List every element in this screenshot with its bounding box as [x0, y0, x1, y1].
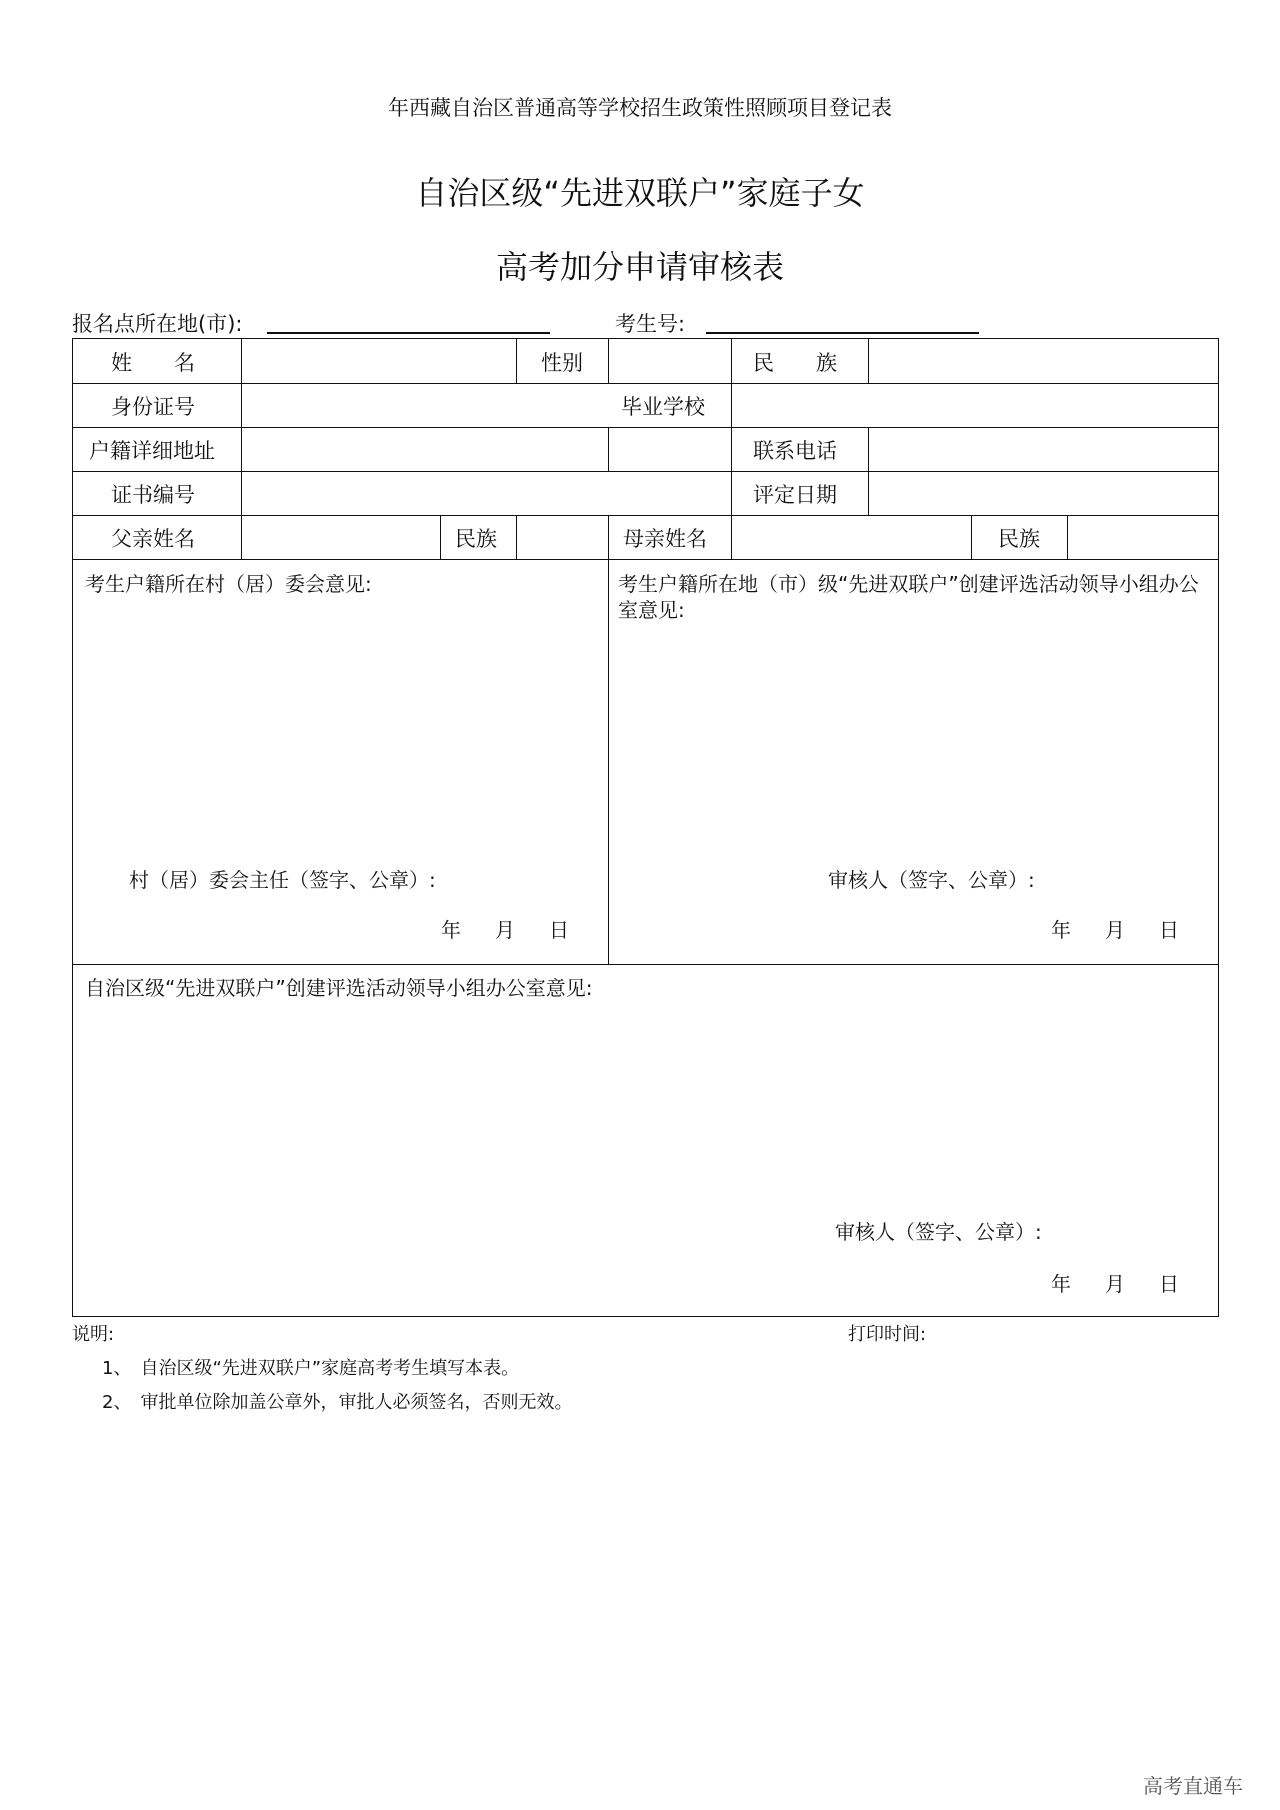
- column-divider: [440, 515, 441, 559]
- phone-label: 联系电话: [753, 439, 837, 463]
- father-ethnicity-label: 民族: [455, 527, 497, 551]
- father-name-field[interactable]: [251, 523, 430, 551]
- id-number-field[interactable]: [251, 391, 598, 419]
- row-divider: [73, 427, 1218, 428]
- school-field[interactable]: [741, 391, 1208, 419]
- column-divider: [516, 339, 517, 383]
- regional-date-month: 月: [1105, 1272, 1125, 1296]
- address-field[interactable]: [251, 435, 721, 463]
- column-divider: [241, 515, 242, 559]
- mother-ethnicity-label: 民族: [998, 527, 1040, 551]
- exam-number-field[interactable]: [706, 332, 979, 334]
- mother-name-label: 母亲姓名: [623, 527, 707, 551]
- application-form-table: [72, 338, 1219, 1317]
- regional-date-day: 日: [1159, 1272, 1179, 1296]
- regional-office-opinion-title: 自治区级“先进双联户”创建评选活动领导小组办公室意见:: [85, 976, 593, 1000]
- form-title-line-2: 高考加分申请审核表: [495, 248, 784, 286]
- column-divider: [868, 427, 869, 515]
- city-office-signer-label: 审核人（签字、公章）:: [828, 868, 1035, 892]
- column-divider: [731, 339, 732, 383]
- village-committee-opinion-field[interactable]: [85, 607, 600, 807]
- column-divider: [516, 515, 517, 559]
- ethnicity-label: 民 族: [753, 351, 837, 375]
- assessment-date-field[interactable]: [878, 479, 1208, 507]
- form-title-line-1: 自治区级“先进双联户”家庭子女: [415, 174, 865, 212]
- note-item-1: 1、 自治区级“先进双联户”家庭高考考生填写本表。: [102, 1358, 520, 1379]
- column-divider: [731, 383, 732, 427]
- regional-date-year: 年: [1051, 1272, 1071, 1296]
- ethnicity-field[interactable]: [878, 347, 1208, 375]
- village-date-month: 月: [495, 918, 515, 942]
- regional-office-signer-label: 审核人（签字、公章）:: [835, 1220, 1042, 1244]
- column-divider: [868, 339, 869, 383]
- school-label: 毕业学校: [621, 395, 705, 419]
- mother-ethnicity-field[interactable]: [1077, 523, 1208, 551]
- village-committee-opinion-title: 考生户籍所在村（居）委会意见:: [85, 572, 372, 596]
- id-number-label: 身份证号: [111, 395, 195, 419]
- village-committee-signer-label: 村（居）委会主任（签字、公章）:: [129, 868, 436, 892]
- notes-label: 说明:: [72, 1324, 115, 1345]
- certificate-number-field[interactable]: [251, 479, 721, 507]
- regional-office-opinion-field[interactable]: [85, 1011, 1208, 1191]
- address-label: 户籍详细地址: [89, 439, 215, 463]
- row-divider: [73, 383, 1218, 384]
- watermark: 高考直通车: [1143, 1774, 1243, 1798]
- registration-location-label: 报名点所在地(市):: [72, 312, 243, 336]
- village-date-year: 年: [441, 918, 461, 942]
- phone-field[interactable]: [878, 435, 1208, 463]
- mother-name-field[interactable]: [741, 523, 961, 551]
- city-date-month: 月: [1105, 918, 1125, 942]
- column-divider: [971, 515, 972, 559]
- note-item-2: 2、 审批单位除加盖公章外，审批人必须签名，否则无效。: [102, 1392, 573, 1413]
- exam-number-label: 考生号:: [615, 312, 686, 336]
- column-divider: [731, 427, 732, 515]
- gender-label: 性别: [541, 351, 583, 375]
- father-ethnicity-field[interactable]: [526, 523, 598, 551]
- registration-location-field[interactable]: [267, 332, 550, 334]
- row-divider: [73, 964, 1218, 965]
- city-office-opinion-title: 考生户籍所在地（市）级“先进双联户”创建评选活动领导小组办公室意见:: [618, 572, 1199, 622]
- city-date-year: 年: [1051, 918, 1071, 942]
- city-date-day: 日: [1159, 918, 1179, 942]
- assessment-date-label: 评定日期: [753, 483, 837, 507]
- gender-field[interactable]: [618, 347, 721, 375]
- column-divider: [1067, 515, 1068, 559]
- father-name-label: 父亲姓名: [111, 527, 195, 551]
- certificate-number-label: 证书编号: [111, 483, 195, 507]
- row-divider: [73, 515, 1218, 516]
- row-divider: [73, 559, 1218, 560]
- column-divider: [608, 515, 609, 964]
- print-time-label: 打印时间:: [848, 1324, 927, 1345]
- column-divider: [608, 339, 609, 383]
- city-office-opinion-field[interactable]: [618, 635, 1208, 815]
- name-label: 姓 名: [111, 351, 195, 375]
- row-divider: [73, 471, 1218, 472]
- column-divider: [731, 515, 732, 559]
- village-date-day: 日: [549, 918, 569, 942]
- name-field[interactable]: [251, 347, 506, 375]
- document-header: 年西藏自治区普通高等学校招生政策性照顾项目登记表: [388, 96, 892, 120]
